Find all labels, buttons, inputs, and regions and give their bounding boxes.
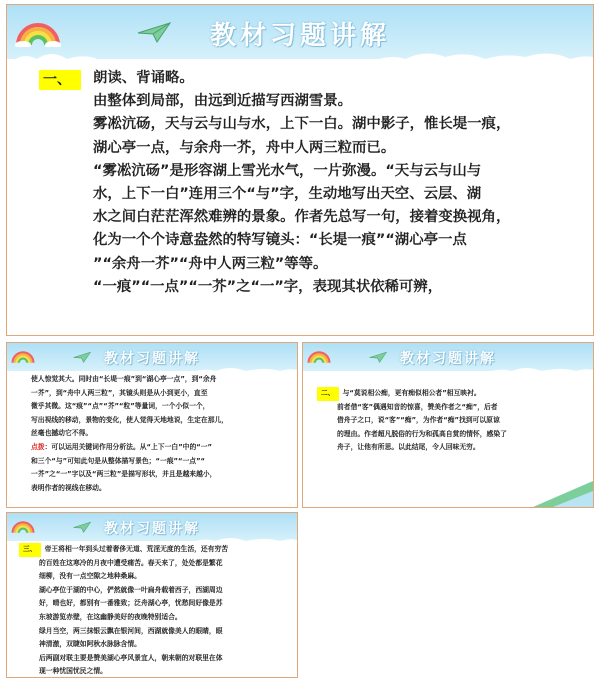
text-line: “雾凇沆砀”是形容湖上雪光水气，一片弥漫。“天与云与山与	[93, 162, 482, 179]
slide-c-content	[19, 543, 285, 678]
slide-title: 教材习题讲解	[104, 351, 200, 367]
text-line: 水，上下一白”连用三个“与”字，生动地写出天空、云层、湖	[93, 186, 482, 203]
slide-b-content	[317, 387, 581, 455]
text-line: 湖心亭一点，与余舟一芥，舟中人两三粒而已。	[93, 139, 396, 156]
text-line: ：可以运用关键词作用分析法。从“上下一白”中的“一”	[44, 442, 212, 451]
text-line: 帝王将相一年到头过着奢侈无道、荒淫无度的生活，还有穷苦	[44, 545, 229, 553]
slide-thumb-c[interactable]	[6, 512, 298, 678]
slide-main	[6, 4, 594, 336]
text-line: 的百姓在这寒冷的月夜中遭受痛苦。春天来了，处处都是繁花	[39, 558, 223, 567]
triangle-decoration-icon	[533, 481, 593, 507]
text-line: 由整体到局部，由远到近描写西湖雪景。	[93, 93, 353, 110]
text-line: 一芥”之“一”字以及“两三粒”是描写形状，并且是越来越小，	[31, 470, 217, 479]
cloud-icon	[303, 365, 593, 375]
text-line: 舟子，让他有所思。以此结尾，令人回味无穷。	[337, 443, 480, 452]
section-marker: 三、	[19, 543, 41, 557]
text-line: 湖心亭位于湖的中心，俨然就像一叶扁舟载着西子，西湖周边	[39, 585, 223, 594]
slide-title: 教材习题讲解	[104, 521, 200, 537]
slide-banner	[7, 513, 297, 541]
text-line: 使人惊觉其大。同时由“长堤一痕”到“湖心亭一点”，到“余舟	[31, 375, 217, 383]
tip-label: 点拨	[31, 442, 45, 451]
slide-thumb-b[interactable]	[302, 342, 594, 508]
text-line: 微乎其微。这“痕”“点”“芥”“粒”等量词，一个小似一个，	[31, 402, 210, 411]
text-line: 前者借“客”偶遇知音的惊喜，赞美作者之“痴”，后者	[337, 402, 498, 411]
cloud-icon	[7, 47, 593, 65]
slide-banner	[7, 5, 593, 59]
main-content	[35, 67, 575, 299]
text-line: 丝毫也撼动它不得。	[31, 429, 93, 438]
text-line: 写出视线的移动，景物的变化，使人觉得天地地说，生定在那儿，	[31, 415, 229, 424]
text-line: 东坡游览赤壁，在这幽静美好的夜晚特别适合。	[39, 612, 182, 621]
slide-a-content	[31, 373, 285, 495]
text-line: 细柳，没有一点空隙之地种桑麻。	[39, 572, 141, 581]
text-line: 表明作者的视线在移动。	[31, 483, 106, 492]
section-marker: 一、	[39, 70, 81, 90]
text-line: 绿月当空，两三抹银云飘在银河间，西湖就像美人的眼睛，眼	[39, 626, 223, 635]
section-marker: 二、	[317, 387, 339, 401]
text-line: “一痕”“一点”“一芥”之“一”字，表现其状依稀可辨，	[93, 278, 443, 295]
slide-banner	[303, 343, 593, 371]
text-line: 后两副对联主要是赞美湖心亭风景宜人，朝来朝的对联里在体	[39, 653, 223, 662]
tip-line	[31, 441, 285, 455]
text-line: 一芥”，到“舟中人两三粒”，其镜头则是从小到更小，直至	[31, 388, 208, 397]
text-line: 现一种忧国忧民之情。	[39, 667, 107, 676]
text-line: 化为一个个诗意盎然的特写镜头：“长堤一痕”“湖心亭一点	[93, 232, 467, 249]
text-line: ”“余舟一芥”“舟中人两三粒”等等。	[93, 255, 328, 272]
text-line: 借舟子之口，说“客”“痴”，为作者“痴”找到可以原谅	[337, 416, 500, 425]
slide-banner	[7, 343, 297, 371]
text-line: 和三个“与”可知此句是从整体描写景色；“一痕”“一点”“	[31, 456, 206, 465]
text-line: 好，晴也好，都别有一番雅致；泛舟湖心亭，忧愁间好像是苏	[39, 599, 223, 608]
text-line: 神清澈，双睫如阿秋水脉脉含情。	[39, 640, 141, 649]
text-line: 的理由。作者超凡脱俗的行为和孤高自赏的情怀，感染了	[337, 429, 507, 438]
slide-title: 教材习题讲解	[209, 21, 390, 51]
text-line: 水之间白茫茫浑然难辨的景象。作者先总写一句，接着变换视角，	[93, 209, 511, 226]
slide-thumb-a[interactable]	[6, 342, 298, 508]
slide-title: 教材习题讲解	[400, 351, 496, 367]
text-line: 雾凇沆砀，天与云与山与水，上下一白。湖中影子，惟长堤一痕，	[93, 116, 511, 133]
text-line: 朗读、背诵略。	[93, 70, 194, 86]
text-line: 与“莫说相公痴，更有痴似相公者”相互映衬。	[342, 389, 481, 397]
